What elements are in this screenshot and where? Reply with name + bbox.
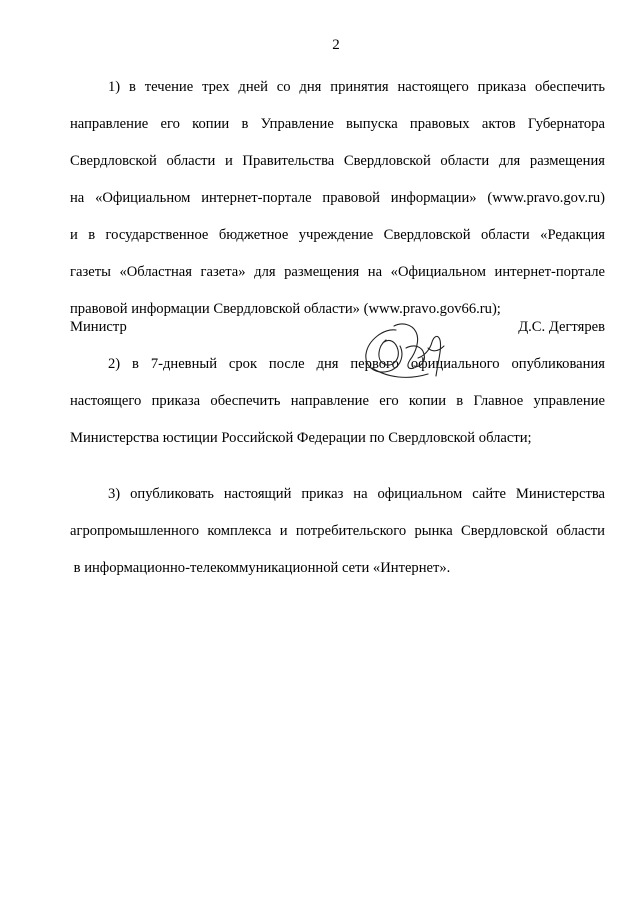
paragraph-line: газеты «Областная газета» для размещения на «Официальном интернет-портале — [70, 263, 605, 280]
paragraph-line: Министерства юстиции Российской Федерации по Свердловской области; — [70, 430, 532, 446]
signatory-name: Д.С. Дегтярев — [518, 319, 605, 335]
paragraph-line: 3) опубликовать настоящий приказ на официальном сайте Министерства — [108, 485, 605, 502]
signature-block — [70, 318, 605, 388]
paragraph-3 — [70, 466, 605, 596]
page-number: 2 — [332, 37, 340, 53]
paragraph-1 — [70, 59, 605, 337]
paragraph-line: агропромышленного комплекса и потребительского рынка Свердловской области — [70, 522, 605, 539]
paragraph-line: 1) в течение трех дней со дня принятия настоящего приказа обеспечить — [108, 78, 605, 95]
signatory-title: Министр — [70, 319, 127, 335]
paragraph-line: 2) в 7-дневный срок после дня первого официального опубликования — [108, 356, 605, 372]
handwritten-signature-icon — [358, 318, 458, 384]
paragraph-line: и в государственное бюджетное учреждение Свердловской области «Редакция — [70, 226, 605, 243]
paragraph-line: направление его копии в Управление выпуска правовых актов Губернатора — [70, 115, 605, 132]
paragraph-line: Свердловской области и Правительства Свердловской области для размещения — [70, 152, 605, 169]
paragraph-line: в информационно-телекоммуникационной сети «Интернет». — [70, 559, 451, 576]
paragraph-line: настоящего приказа обеспечить направление его копии в Главное управление — [70, 393, 605, 409]
paragraph-line: на «Официальном интернет-портале правовой информации» (www.pravo.gov.ru) — [70, 189, 605, 206]
paragraph-line: правовой информации Свердловской области» (www.pravo.gov66.ru); — [70, 300, 501, 317]
